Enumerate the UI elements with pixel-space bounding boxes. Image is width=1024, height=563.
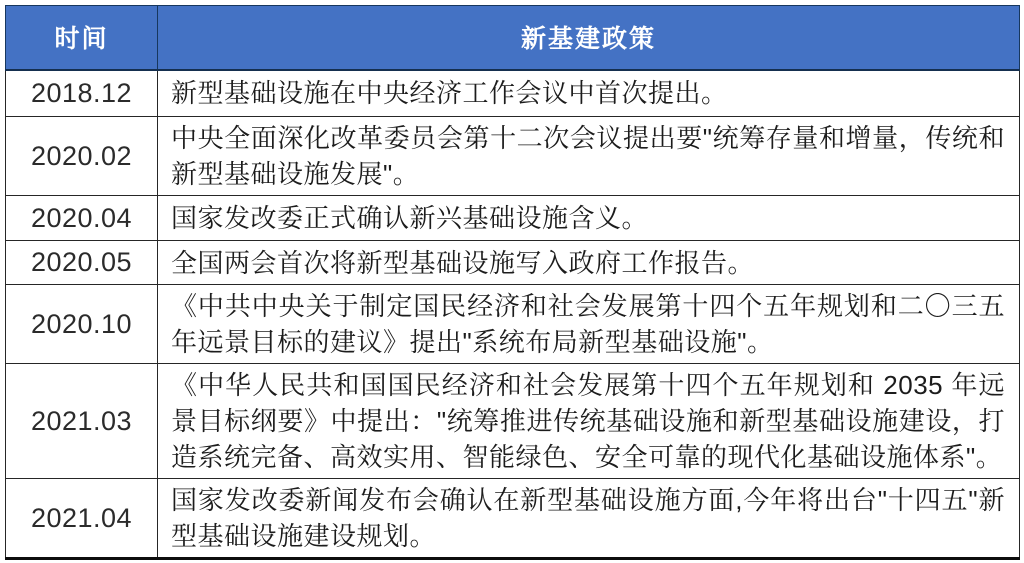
table-row: [6, 70, 1020, 117]
table-row: [6, 241, 1020, 285]
date-cell: 2020.05: [6, 241, 158, 285]
policy-cell: 《中华人民共和国国民经济和社会发展第十四个五年规划和 2035 年远景目标纲要》中提出："统筹推进传统基础设施和新型基础设施建设，打造系统完备、高效实用、智能绿色、安全可靠的现代化基础设施体系"。: [158, 364, 1020, 479]
date-cell: 2020.04: [6, 196, 158, 241]
table-row: [6, 117, 1020, 196]
table-row: [6, 364, 1020, 479]
column-header-time: 时间: [6, 6, 158, 70]
policy-cell: 新型基础设施在中央经济工作会议中首次提出。: [158, 70, 1020, 117]
policy-cell: 全国两会首次将新型基础设施写入政府工作报告。: [158, 241, 1020, 285]
date-cell: 2018.12: [6, 70, 158, 117]
column-header-policy: 新基建政策: [158, 6, 1020, 70]
policy-cell: 国家发改委新闻发布会确认在新型基础设施方面,今年将出台"十四五"新型基础设施建设规划。: [158, 479, 1020, 559]
date-cell: 2021.03: [6, 364, 158, 479]
policy-cell: 国家发改委正式确认新兴基础设施含义。: [158, 196, 1020, 241]
date-cell: 2021.04: [6, 479, 158, 559]
header-row: [6, 6, 1020, 70]
table-row: [6, 285, 1020, 364]
new-infrastructure-policy-table: [5, 5, 1020, 560]
date-cell: 2020.10: [6, 285, 158, 364]
table-row: [6, 479, 1020, 559]
date-cell: 2020.02: [6, 117, 158, 196]
policy-cell: 中央全面深化改革委员会第十二次会议提出要"统筹存量和增量，传统和新型基础设施发展"。: [158, 117, 1020, 196]
policy-cell: 《中共中央关于制定国民经济和社会发展第十四个五年规划和二〇三五年远景目标的建议》提出"系统布局新型基础设施"。: [158, 285, 1020, 364]
table-row: [6, 196, 1020, 241]
